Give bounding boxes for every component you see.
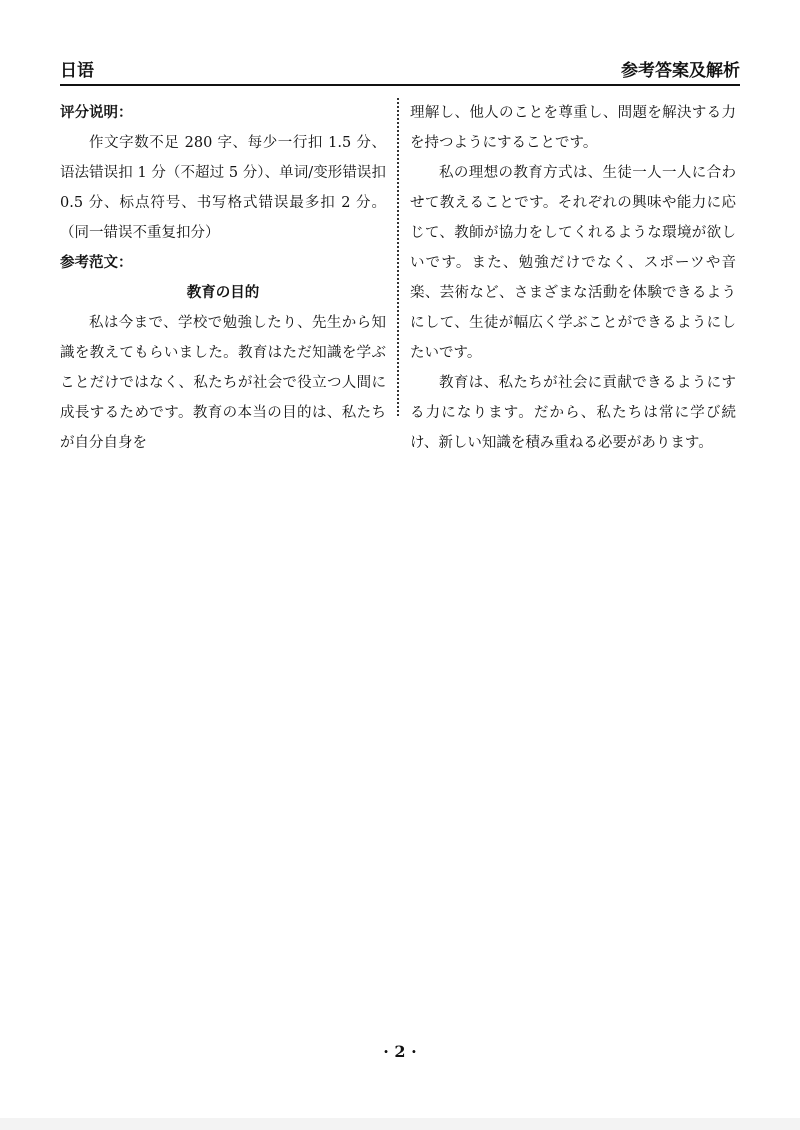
essay-paragraph-1: 私は今まで、学校で勉強したり、先生から知識を教えてもらいました。教育はただ知識を学ぶことだけではなく、私たちが社会で役立つ人間に成長するためです。教育の本当の目的は、私たちが自分自身を	[60, 315, 386, 451]
sample-label: 参考范文：	[60, 255, 133, 271]
essay-paragraph-1-continued: 理解し、他人のことを尊重し、問題を解決する力を持つようにすることです。	[410, 105, 736, 151]
scoring-text: 作文字数不足 280 字、每少一行扣 1.5 分、语法错误扣 1 分（不超过 5 分）、单词/变形错误扣 0.5 分、标点符号、书写格式错误最多扣 2 分。（同一错误不重复扣分）	[60, 135, 386, 241]
footer-band	[0, 1118, 800, 1130]
page-header	[60, 56, 740, 86]
page-number: · 2 ·	[383, 1042, 417, 1061]
scoring-label: 评分说明：	[60, 105, 133, 121]
left-column	[60, 98, 386, 458]
essay-title: 教育の目的	[186, 285, 260, 301]
right-column	[410, 98, 736, 458]
essay-paragraph-2: 私の理想の教育方式は、生徒一人一人に合わせて教えることです。それぞれの興味や能力に応じて、教師が協力をしてくれるような環境が欲しいです。また、勉強だけでなく、スポーツや音楽、芸術など、さまざまな活動を体験できるようにして、生徒が幅広く学ぶことができるようにしたいです。	[410, 165, 736, 361]
header-subject: 日语	[60, 61, 94, 81]
header-section: 参考答案及解析	[621, 61, 740, 81]
essay-paragraph-3: 教育は、私たちが社会に貢献できるようにする力になります。だから、私たちは常に学び続け、新しい知識を積み重ねる必要があります。	[410, 375, 736, 451]
column-divider	[397, 98, 399, 416]
